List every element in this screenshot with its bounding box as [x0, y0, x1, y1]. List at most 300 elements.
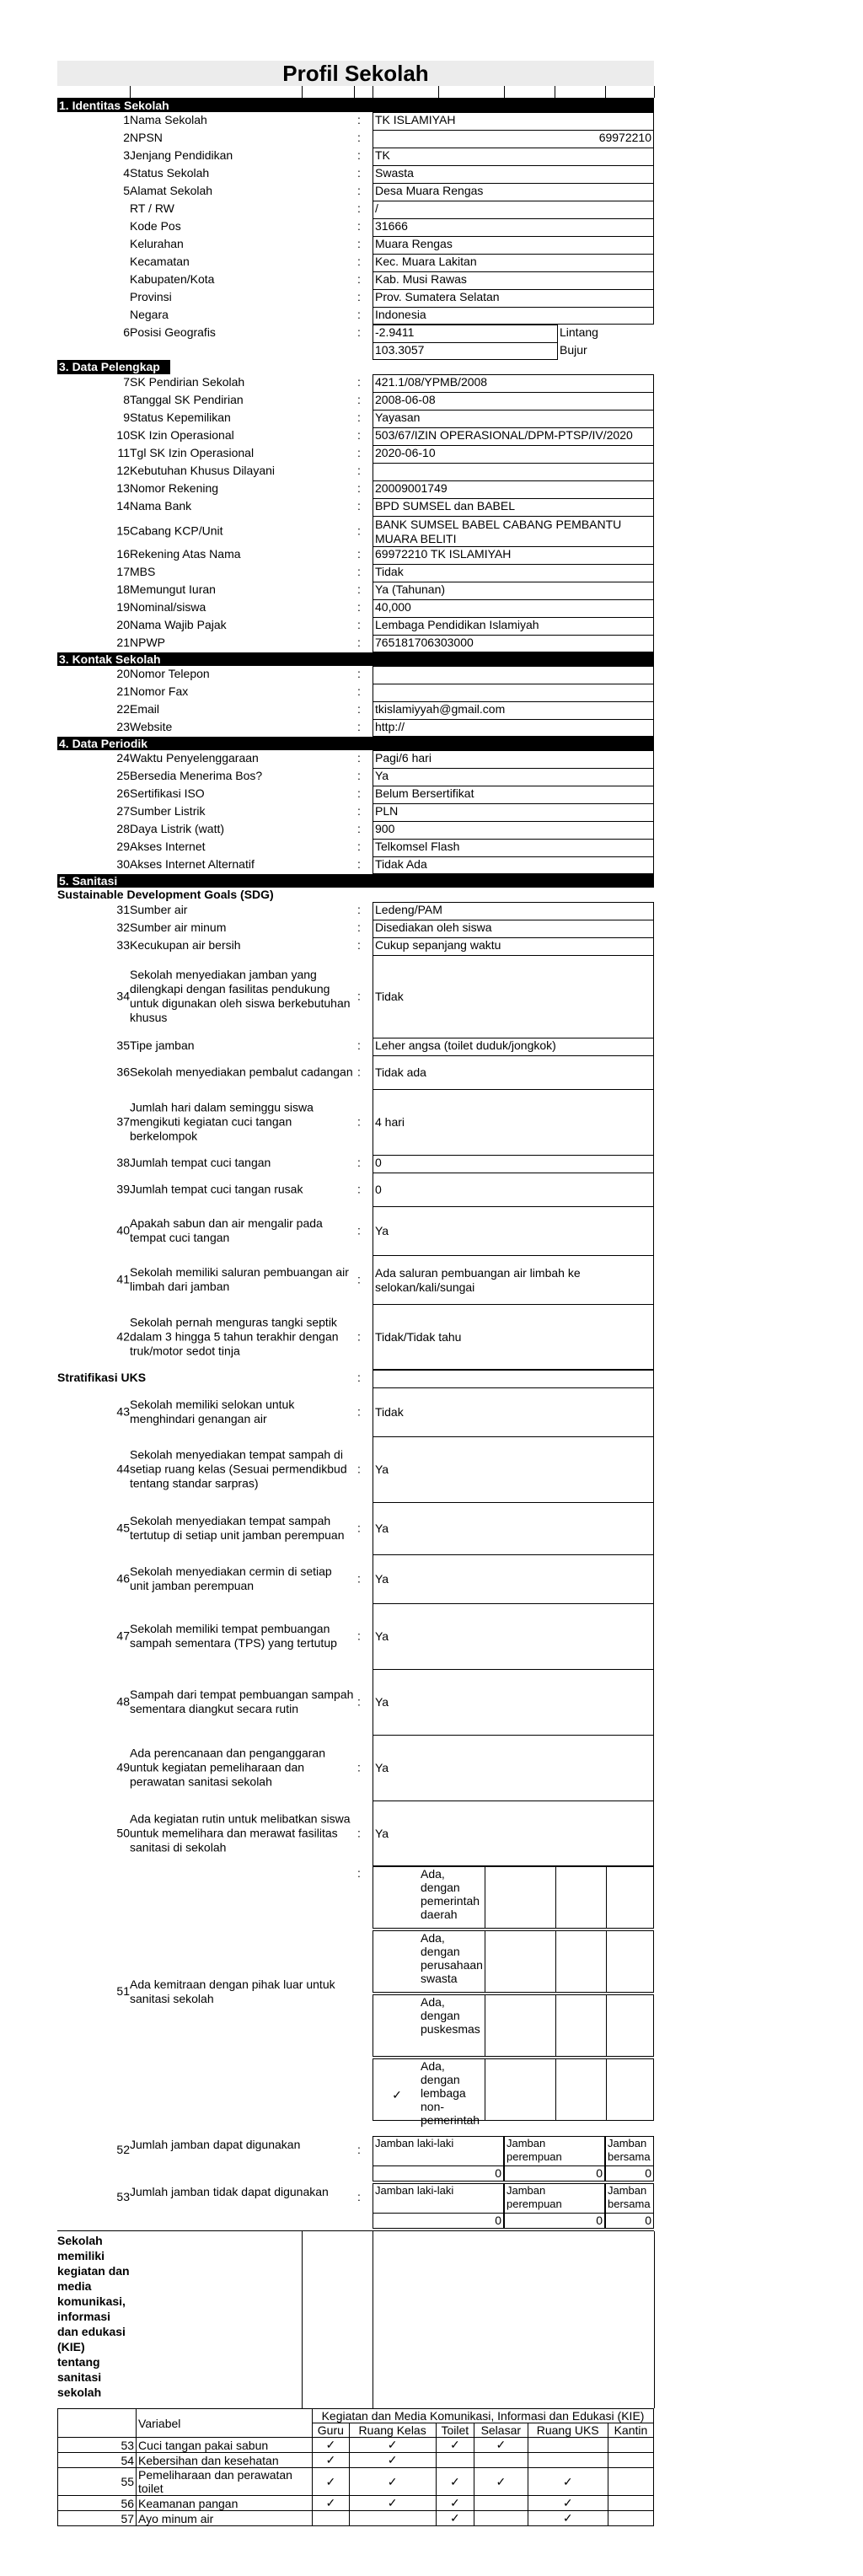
colon: :: [357, 290, 361, 303]
row-label: Jumlah jamban tidak dapat digunakan: [130, 2185, 329, 2198]
row-number: 34: [116, 989, 130, 1003]
row-number: 33: [116, 938, 130, 952]
colon: :: [357, 499, 361, 513]
row-label: Nama Bank: [130, 499, 192, 513]
kie-col-header: Selasar: [474, 2423, 528, 2438]
row-value: Cukup sepanjang waktu: [373, 937, 654, 955]
section-identitas: 1. Identitas Sekolah: [57, 99, 654, 112]
kie-heading: Sekolah memiliki kegiatan dan media komunikasi, informasi dan edukasi (KIE) tentang sanitasi sekolah: [57, 2234, 130, 2399]
kie-row: [58, 2468, 654, 2496]
colon: :: [357, 903, 361, 916]
kie-check: ✓: [436, 2468, 474, 2496]
row-label: Jumlah tempat cuci tangan: [130, 1156, 271, 1169]
option-text: Ada, dengan puskesmas: [421, 1995, 480, 2036]
row-number: 21: [116, 684, 130, 698]
row-value: 4 hari: [373, 1089, 654, 1155]
kie-row: [58, 2511, 654, 2526]
row-value: Swasta: [373, 165, 654, 183]
field-row: [57, 701, 654, 719]
field-row: [57, 902, 654, 920]
row-number: 5: [123, 184, 130, 197]
colon: :: [357, 1114, 361, 1129]
field-row: [57, 1055, 654, 1089]
row-value: [373, 666, 654, 684]
row-label: Sekolah memiliki tempat pembuangan sampah sementara (TPS) yang tertutup: [130, 1622, 337, 1650]
colon: :: [357, 565, 361, 578]
row-label: Sekolah menyediakan cermin di setiap unit jamban perempuan: [130, 1564, 332, 1592]
field-row: [57, 148, 654, 165]
jamban-count: 0: [373, 2214, 504, 2229]
row-number: 20: [116, 618, 130, 631]
colon: :: [357, 1156, 361, 1169]
row-label: Cabang KCP/Unit: [130, 523, 223, 538]
row-value: Kec. Muara Lakitan: [373, 254, 654, 271]
field-row: [57, 201, 654, 218]
row-number: 55: [95, 2468, 137, 2496]
longitude-label: Bujur: [560, 343, 587, 357]
colon: :: [357, 1065, 361, 1079]
row-label: Tipe jamban: [130, 1038, 195, 1052]
field-row: [57, 165, 654, 183]
colon: :: [357, 769, 361, 782]
row-label: Bersedia Menerima Bos?: [130, 769, 263, 782]
field-row: [57, 1206, 654, 1255]
identitas-list: [57, 112, 654, 325]
field-row: [57, 635, 654, 652]
row-number: 43: [116, 1404, 130, 1419]
kie-row: [58, 2453, 654, 2468]
row-value: Tidak ada: [373, 1055, 654, 1089]
colon: :: [357, 481, 361, 495]
colon: :: [357, 989, 361, 1003]
field-row: [57, 750, 654, 768]
field-row: [57, 1089, 654, 1155]
field-row: [57, 236, 654, 254]
row-number: 46: [116, 1571, 130, 1586]
geo-row: [57, 325, 654, 342]
row-number: 45: [116, 1521, 130, 1535]
colon: :: [357, 1826, 361, 1840]
kie-block: [57, 2230, 654, 2408]
row-number: 19: [116, 600, 130, 614]
row-label: Sekolah menyediakan tempat sampah di setiap ruang kelas (Sesuai permendikbud tentang standar sarpras): [130, 1447, 347, 1490]
kie-check: ✓: [313, 2453, 350, 2468]
kie-check: [608, 2468, 653, 2496]
row-number: 10: [116, 428, 130, 442]
row-number: 49: [116, 1760, 130, 1774]
row-value: Kab. Musi Rawas: [373, 271, 654, 289]
field-row: [57, 516, 654, 546]
row-label: Kabupaten/Kota: [130, 272, 215, 286]
row-value: [373, 684, 654, 701]
colon: :: [357, 184, 361, 197]
field-row: [57, 1255, 654, 1304]
row-number: 44: [116, 1462, 130, 1476]
kie-col-header: Toilet: [436, 2423, 474, 2438]
field-row: [57, 937, 654, 955]
row-label: Daya Listrik (watt): [130, 822, 225, 835]
row-number: 57: [95, 2511, 137, 2526]
colon: :: [357, 1462, 361, 1476]
field-row: [57, 856, 654, 874]
kie-row-label: Ayo minum air: [137, 2511, 313, 2526]
kie-check: [528, 2438, 608, 2453]
field-row: [57, 218, 654, 236]
kontak-list: [57, 666, 654, 737]
kie-check: ✓: [528, 2468, 608, 2496]
kie-check: [608, 2496, 653, 2511]
colon: :: [357, 600, 361, 614]
field-row: [57, 1669, 654, 1735]
colon: :: [357, 1694, 361, 1709]
row-value: Pagi/6 hari: [373, 750, 654, 768]
row-label: Jumlah jamban dapat digunakan: [130, 2138, 301, 2151]
colon: :: [357, 411, 361, 424]
row-value: BANK SUMSEL BABEL CABANG PEMBANTU MUARA BELITI: [373, 516, 654, 546]
row-label: Provinsi: [130, 290, 172, 303]
colon: :: [357, 237, 361, 250]
kie-check: [474, 2496, 528, 2511]
field-row: [57, 254, 654, 271]
row-label: MBS: [130, 565, 156, 578]
jamban-row: [57, 2136, 654, 2183]
row-value: 2020-06-10: [373, 445, 654, 463]
row-label: Posisi Geografis: [130, 325, 216, 339]
jamban-header: Jamban perempuan: [504, 2136, 605, 2166]
colon: :: [357, 1760, 361, 1774]
row-number: 26: [116, 786, 130, 800]
row-label: Apakah sabun dan air mengalir pada tempat cuci tangan: [130, 1216, 323, 1244]
colon: :: [357, 822, 361, 835]
jamban-count: 0: [504, 2214, 605, 2229]
field-row: [57, 955, 654, 1038]
row-label: SK Izin Operasional: [130, 428, 234, 442]
periodik-list: [57, 750, 654, 874]
kie-check: ✓: [528, 2511, 608, 2526]
colon: :: [357, 393, 361, 406]
field-row: [57, 445, 654, 463]
row-value: TK: [373, 148, 654, 165]
field-row: [57, 1038, 654, 1055]
kie-check: ✓: [528, 2496, 608, 2511]
field-row: [57, 307, 654, 325]
row-value: [373, 463, 654, 480]
row-label: SK Pendirian Sekolah: [130, 375, 245, 389]
field-row: [57, 289, 654, 307]
kie-row-label: Keamanan pangan: [137, 2496, 313, 2511]
profile-sheet: [57, 61, 654, 2526]
section-kontak: 3. Kontak Sekolah: [57, 652, 654, 666]
kemitraan-block: [57, 1866, 654, 2136]
field-row: [57, 1304, 654, 1370]
row-value: 31666: [373, 218, 654, 236]
row-label: Nomor Fax: [130, 684, 189, 698]
row-number: 11: [117, 446, 130, 459]
colon: :: [357, 1329, 361, 1344]
kie-check: [313, 2511, 350, 2526]
row-label: Sumber air: [130, 903, 188, 916]
row-value: 900: [373, 821, 654, 839]
kie-check: [608, 2438, 653, 2453]
colon: :: [357, 857, 361, 871]
row-number: 21: [116, 636, 130, 649]
row-label: NPWP: [130, 636, 165, 649]
row-value: Ya: [373, 1436, 654, 1502]
colon: :: [357, 1404, 361, 1419]
row-number: 39: [116, 1182, 130, 1196]
field-row: [57, 130, 654, 148]
row-label: Kelurahan: [130, 237, 184, 250]
row-label: Sumber air minum: [130, 920, 227, 934]
row-number: 28: [116, 822, 130, 835]
field-row: [57, 374, 654, 392]
row-value: Ya: [373, 1502, 654, 1554]
row-value: Telkomsel Flash: [373, 839, 654, 856]
row-label: Website: [130, 720, 173, 733]
row-value: 421.1/08/YPMB/2008: [373, 374, 654, 392]
row-number: 32: [116, 920, 130, 934]
row-value: 503/67/IZIN OPERASIONAL/DPM-PTSP/IV/2020: [373, 427, 654, 445]
row-label: Nominal/siswa: [130, 600, 206, 614]
row-label: Akses Internet Alternatif: [130, 857, 255, 871]
colon: :: [357, 702, 361, 716]
field-row: [57, 1801, 654, 1866]
row-label: Kebutuhan Khusus Dilayani: [130, 464, 276, 477]
pelengkap-list: [57, 374, 654, 652]
kie-check: ✓: [436, 2511, 474, 2526]
kie-row-label: Cuci tangan pakai sabun: [137, 2438, 313, 2453]
field-row: [57, 666, 654, 684]
row-label: RT / RW: [130, 201, 174, 215]
kemitraan-option: [373, 1930, 654, 1993]
row-number: 27: [116, 804, 130, 818]
row-label: Jumlah hari dalam seminggu siswa mengikuti kegiatan cuci tangan berkelompok: [130, 1100, 314, 1143]
kie-check: [474, 2453, 528, 2468]
row-value: Tidak Ada: [373, 856, 654, 874]
row-number: 8: [123, 393, 130, 406]
kie-col-header: Guru: [313, 2423, 350, 2438]
kie-check: ✓: [349, 2438, 436, 2453]
row-label: Kode Pos: [130, 219, 181, 233]
field-row: [57, 617, 654, 635]
colon: :: [357, 938, 361, 952]
row-label: Email: [130, 702, 160, 716]
field-row: [57, 582, 654, 599]
row-label: Status Kepemilikan: [130, 411, 231, 424]
row-label: Sekolah menyediakan jamban yang dilengkapi dengan fasilitas pendukung untuk digunakan oleh siswa berkebutuhan khusus: [130, 968, 351, 1024]
field-row: [57, 803, 654, 821]
row-number: 35: [116, 1038, 130, 1052]
page-title: Profil Sekolah: [57, 61, 654, 86]
row-label: Ada kemitraan dengan pihak luar untuk sanitasi sekolah: [130, 1978, 335, 2005]
row-value: 69972210: [373, 130, 654, 148]
colon: :: [357, 1571, 361, 1586]
field-row: [57, 183, 654, 201]
kie-check: ✓: [349, 2496, 436, 2511]
row-label: Nomor Telepon: [130, 667, 210, 680]
row-value: 20009001749: [373, 480, 654, 498]
row-label: Ada kegiatan rutin untuk melibatkan siswa untuk memelihara dan merawat fasilitas sanitasi di sekolah: [130, 1811, 351, 1854]
colon: :: [357, 804, 361, 818]
row-number: 48: [116, 1694, 130, 1709]
row-value: Leher angsa (toilet duduk/jongkok): [373, 1038, 654, 1055]
colon: :: [357, 428, 361, 442]
option-text: Ada, dengan lembaga non-pemerintah: [421, 2059, 480, 2127]
row-number: 17: [116, 565, 130, 578]
row-number: 50: [116, 1826, 130, 1840]
jamban-count: 0: [605, 2166, 654, 2182]
colon: :: [357, 272, 361, 286]
colon: :: [357, 446, 361, 459]
colon: :: [357, 113, 361, 126]
row-value: 40,000: [373, 599, 654, 617]
row-number: 23: [116, 720, 130, 733]
field-row: [57, 1502, 654, 1554]
row-number: 1: [123, 113, 130, 126]
row-number: 37: [116, 1114, 130, 1129]
row-number: 38: [116, 1156, 130, 1169]
colon: :: [357, 1371, 361, 1384]
kie-check: [436, 2453, 474, 2468]
colon: :: [357, 325, 361, 339]
colon: :: [357, 131, 361, 144]
row-label: Sekolah memiliki selokan untuk menghindari genangan air: [130, 1398, 295, 1425]
jamban-header: Jamban bersama: [605, 2183, 654, 2214]
kie-check: [528, 2453, 608, 2468]
field-row: [57, 786, 654, 803]
row-number: 40: [116, 1223, 130, 1237]
colon: :: [357, 219, 361, 233]
field-row: [57, 498, 654, 516]
option-check: ✓: [392, 2088, 402, 2101]
kie-check: ✓: [436, 2438, 474, 2453]
row-label: Sampah dari tempat pembuangan sampah sementara diangkut secara rutin: [130, 1688, 354, 1715]
kie-check: ✓: [313, 2496, 350, 2511]
row-label: Rekening Atas Nama: [130, 547, 241, 561]
kie-check: ✓: [436, 2496, 474, 2511]
row-value: Ya (Tahunan): [373, 582, 654, 599]
jamban-row: [57, 2183, 654, 2230]
row-value: Tidak: [373, 564, 654, 582]
row-number: 14: [116, 499, 130, 513]
row-number: 51: [116, 1984, 130, 1998]
row-label: Negara: [130, 308, 169, 321]
kemitraan-option: [373, 1994, 654, 2057]
row-label: Nama Wajib Pajak: [130, 618, 227, 631]
row-label: Sertifikasi ISO: [130, 786, 205, 800]
kie-check: [608, 2453, 653, 2468]
colon: :: [357, 1182, 361, 1196]
row-label: Akses Internet: [130, 840, 206, 853]
latitude-value: -2.9411: [373, 325, 558, 342]
colon: :: [357, 1629, 361, 1643]
row-value: 69972210 TK ISLAMIYAH: [373, 546, 654, 564]
row-number: 6: [123, 325, 130, 339]
colon: :: [357, 720, 361, 733]
row-value: Muara Rengas: [373, 236, 654, 254]
field-row: [57, 1173, 654, 1206]
row-value: /: [373, 201, 654, 218]
row-value: Ya: [373, 768, 654, 786]
row-value: Ya: [373, 1669, 654, 1735]
kie-table: [57, 2408, 654, 2526]
row-value: TK ISLAMIYAH: [373, 112, 654, 130]
field-row: [57, 271, 654, 289]
kie-check: ✓: [474, 2438, 528, 2453]
kie-row: [58, 2438, 654, 2453]
colon: :: [357, 840, 361, 853]
row-number: 22: [116, 702, 130, 716]
longitude-value: 103.3057: [373, 342, 558, 360]
row-number: 30: [116, 857, 130, 871]
colon: :: [357, 2143, 361, 2156]
row-value: http://: [373, 719, 654, 737]
uks-value: [373, 1370, 654, 1387]
section-pelengkap: 3. Data Pelengkap: [57, 360, 170, 374]
field-row: [57, 599, 654, 617]
row-number: 2: [123, 131, 130, 144]
jamban-block: [57, 2136, 654, 2230]
row-number: 3: [123, 148, 130, 162]
row-label: NPSN: [130, 131, 163, 144]
field-row: [57, 112, 654, 130]
row-label: Sekolah pernah menguras tangki septik dalam 3 hingga 5 tahun terakhir dengan truk/motor sedot tinja: [130, 1315, 339, 1358]
row-value: 765181706303000: [373, 635, 654, 652]
kie-row-label: Pemeliharaan dan perawatan toilet: [137, 2468, 313, 2496]
row-label: Memungut Iuran: [130, 582, 216, 596]
row-label: Tgl SK Izin Operasional: [130, 446, 255, 459]
row-number: 47: [116, 1629, 130, 1643]
row-label: Alamat Sekolah: [130, 184, 213, 197]
row-value: Ya: [373, 1801, 654, 1866]
row-label: Kecukupan air bersih: [130, 938, 241, 952]
field-row: [57, 1155, 654, 1173]
row-label: Jumlah tempat cuci tangan rusak: [130, 1182, 303, 1196]
kemitraan-option: [373, 2058, 654, 2127]
kie-check: [474, 2511, 528, 2526]
uks-heading: Stratifikasi UKS: [57, 1371, 147, 1384]
row-number: 20: [116, 667, 130, 680]
field-row: [57, 1436, 654, 1502]
row-number: 56: [95, 2496, 137, 2511]
row-value: 0: [373, 1155, 654, 1173]
jamban-count: 0: [605, 2214, 654, 2229]
kie-variabel-header: Variabel: [137, 2409, 313, 2438]
geo-row-2: [57, 342, 654, 360]
row-number: 29: [116, 840, 130, 853]
row-value: Ledeng/PAM: [373, 902, 654, 920]
row-label: Nomor Rekening: [130, 481, 219, 495]
field-row: [57, 920, 654, 937]
kie-col-header: Kantin: [608, 2423, 653, 2438]
colon: :: [357, 751, 361, 765]
row-label: Sekolah menyediakan tempat sampah tertutup di setiap unit jamban perempuan: [130, 1514, 345, 1542]
field-row: [57, 463, 654, 480]
jamban-header: Jamban perempuan: [504, 2183, 605, 2214]
colon: :: [357, 166, 361, 180]
field-row: [57, 684, 654, 701]
colon: :: [357, 582, 361, 596]
jamban-count: 0: [373, 2166, 504, 2182]
field-row: [57, 427, 654, 445]
row-number: 12: [116, 464, 130, 477]
kie-check: ✓: [474, 2468, 528, 2496]
field-row: [57, 1603, 654, 1669]
field-row: [57, 768, 654, 786]
row-value: BPD SUMSEL dan BABEL: [373, 498, 654, 516]
row-number: 18: [116, 582, 130, 596]
colon: :: [357, 1038, 361, 1052]
